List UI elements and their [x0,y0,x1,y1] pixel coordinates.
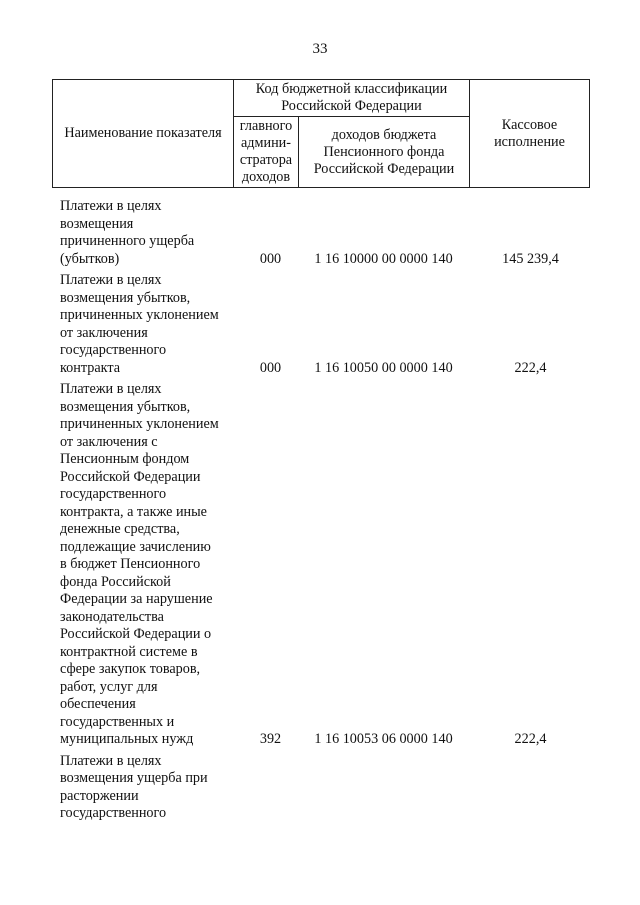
indicator-name-line: контракта, а также иные [60,503,207,520]
header-admin-column [234,117,299,188]
indicator-name-line: законодательства [60,608,164,625]
header-income-column [299,117,470,188]
indicator-name-line: фонда Российской [60,573,171,590]
indicator-name-line: государственного [60,805,167,821]
header-income-line: доходов бюджета [331,126,437,143]
indicator-name-line: возмещения ущерба при [60,770,208,786]
indicator-name-line: возмещения убытков, [60,398,191,415]
indicator-name-line: Платежи в целях [60,272,162,288]
cash-execution: 222,4 [514,359,547,376]
header-exec-line: Кассовое [501,116,558,133]
cash-execution: 145 239,4 [502,250,559,267]
indicator-name-line: работ, услуг для [60,678,158,695]
indicator-name-line: Российской Федерации о [60,626,212,642]
table-row [60,381,589,749]
indicator-name-line: от заключения с [60,433,158,450]
indicator-name-line: расторжении [60,787,139,804]
indicator-name-line: от заключения [60,324,148,341]
indicator-name-line: Российской Федерации [60,468,201,485]
income-code: 1 16 10053 06 0000 140 [314,731,453,747]
cash-execution: 222,4 [514,731,547,747]
indicator-name [60,198,238,268]
indicator-name-line: возмещения убытков, [60,289,191,306]
header-exec-column [470,80,590,188]
page-number: 33 [312,41,328,57]
indicator-name-line: денежные средства, [60,521,180,537]
indicator-name-line: государственного [60,342,167,358]
header-code-group [234,80,470,117]
header-admin-line: главного [239,118,293,134]
indicator-name [60,381,238,749]
income-code: 1 16 10000 00 0000 140 [314,250,453,267]
indicator-name-line: возмещения [60,215,134,232]
header-code-group-line: Российской Федерации [281,98,422,114]
admin-code: 000 [259,359,282,376]
income-code: 1 16 10050 00 0000 140 [314,359,453,376]
indicator-name-line: сфере закупок товаров, [60,661,201,677]
indicator-name-line: Платежи в целях [60,752,162,769]
indicator-name-line: подлежащие зачислению [60,538,211,555]
header-admin-line: админи- [241,135,291,151]
header-code-group-line: Код бюджетной классификации [255,81,448,97]
admin-code: 000 [259,250,282,267]
header-income-line: Российской Федерации [313,160,455,177]
indicator-name-line: государственных и [60,713,175,730]
indicator-name-line: контрактной системе в [60,643,198,660]
header-exec-line: исполнение [494,133,565,150]
table-header [52,79,590,188]
indicator-name-line: обеспечения [60,696,136,712]
indicator-name-line: (убытков) [60,250,120,267]
indicator-name-line: контракта [60,359,120,376]
indicator-name-line: причиненных уклонением [60,307,219,323]
indicator-name-line: государственного [60,486,167,502]
indicator-name-line: Федерации за нарушение [60,591,213,607]
indicator-name-line: муниципальных нужд [60,731,194,747]
indicator-name [60,753,238,823]
header-income-line: Пенсионного фонда [323,143,445,160]
indicator-name-line: Пенсионным фондом [60,451,190,467]
table-body [60,198,589,827]
indicator-name-line: Платежи в целях [60,198,162,214]
indicator-name [60,272,238,377]
table-row [60,753,589,823]
header-admin-line: стратора [239,152,293,168]
indicator-name-line: причиненных уклонением [60,416,219,432]
admin-code: 392 [259,731,282,747]
table-row [60,198,589,268]
indicator-name-line: в бюджет Пенсионного [60,556,201,572]
table-row [60,272,589,377]
header-name-column [53,80,234,188]
indicator-name-line: причиненного ущерба [60,233,195,249]
header-admin-line: доходов [241,169,291,185]
header-name-label: Наименование показателя [64,125,222,141]
indicator-name-line: Платежи в целях [60,381,162,397]
